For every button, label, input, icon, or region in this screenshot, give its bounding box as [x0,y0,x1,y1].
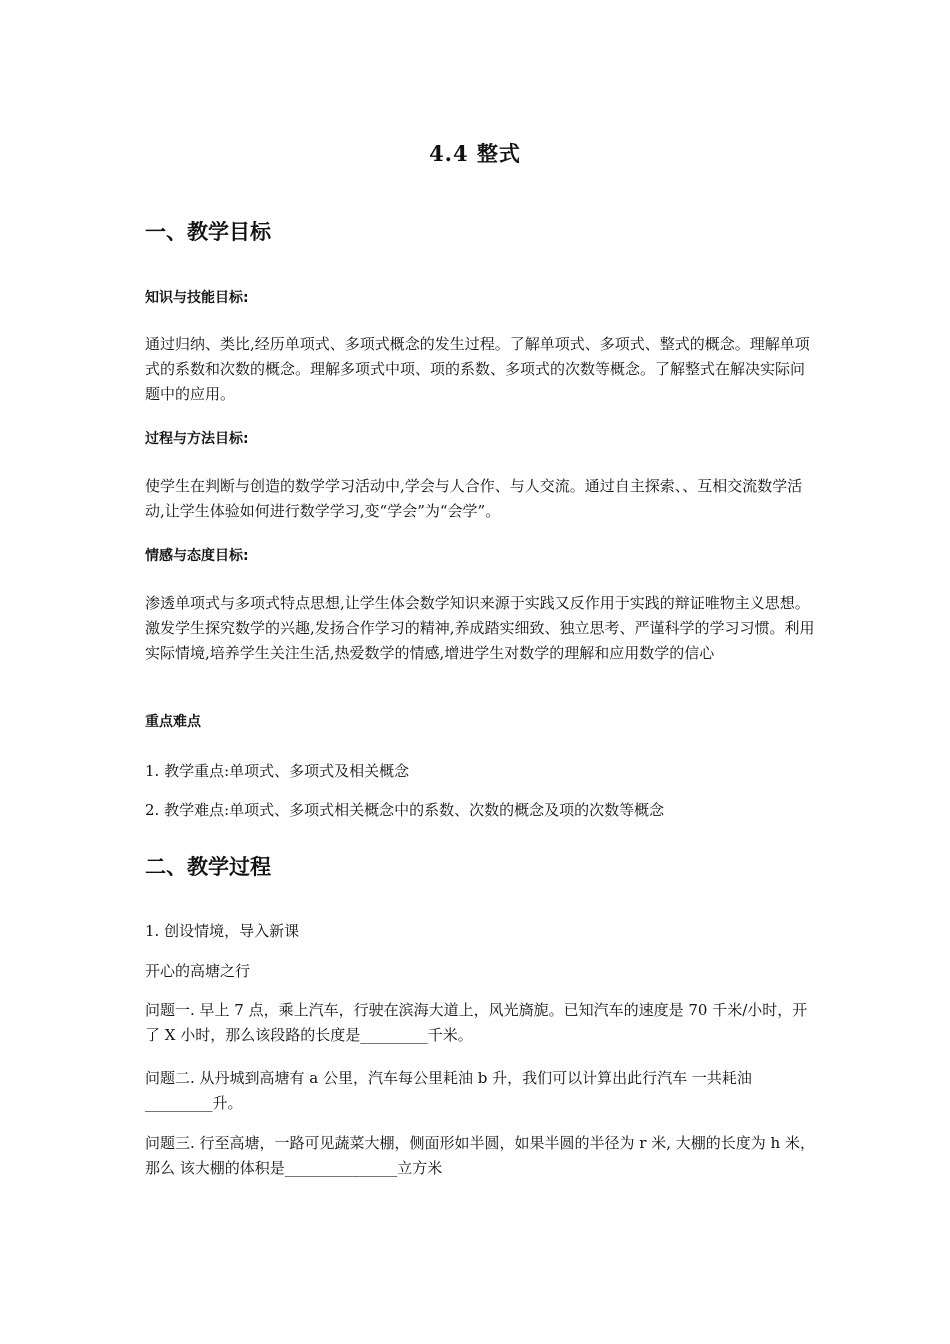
paragraph-process-method: 使学生在判断与创造的数学学习活动中,学会与人合作、与人交流。通过自主探索、、互相交流数学活动,让学生体验如何进行数学学习,变“学会”为“会学”。 [145,477,803,520]
key-point-item: 1. 教学重点:单项式、多项式及相关概念 [145,762,410,780]
difficulty-item: 2. 教学难点:单项式、多项式相关概念中的系数、次数的概念及项的次数等概念 [145,801,665,819]
paragraph-emotion-attitude: 渗透单项式与多项式特点思想,让学生体会数学知识来源于实践又反作用于实践的辩证唯物主义思想。激发学生探究数学的兴趣,发扬合作学习的精神,养成踏实细致、独立思考、严谨科学的学习习惯。利用实际情境,培养学生关注生活,热爱数学的情感,增进学生对数学的理解和应用数学的信心 [145,594,815,662]
subheading-key-difficulties: 重点难点 [145,714,201,730]
question-3: 问题三. 行至高塘，一路可见蔬菜大棚，侧面形如半圆，如果半圆的半径为 r 米, 大棚的长度为 h 米，那么 该大棚的体积是_______________立方米 [145,1134,815,1177]
section-heading-process: 二、教学过程 [145,855,271,879]
scene-title: 开心的高塘之行 [145,962,251,980]
subheading-knowledge-skills: 知识与技能目标: [145,290,249,306]
step-heading: 1. 创设情境，导入新课 [145,922,300,940]
paragraph-knowledge-skills: 通过归纳、类比,经历单项式、多项式概念的发生过程。了解单项式、多项式、整式的概念。理解单项式的系数和次数的概念。理解多项式中项、项的系数、多项式的次数等概念。了解整式在解决实际问题中的应用。 [145,335,810,403]
document-title: 4.4 整式 [429,141,521,166]
subheading-emotion-attitude: 情感与态度目标: [145,548,249,564]
subheading-process-method: 过程与方法目标: [145,431,249,447]
question-2: 问题二. 从丹城到高塘有 a 公里，汽车每公里耗油 b 升，我们可以计算出此行汽车 一共耗油_________升。 [145,1069,752,1112]
section-heading-objectives: 一、教学目标 [145,220,271,244]
question-1: 问题一. 早上 7 点，乘上汽车，行驶在滨海大道上，风光旖旎。已知汽车的速度是 70 千米/小时，开了 X 小时，那么该段路的长度是_________千米。 [145,1001,808,1044]
